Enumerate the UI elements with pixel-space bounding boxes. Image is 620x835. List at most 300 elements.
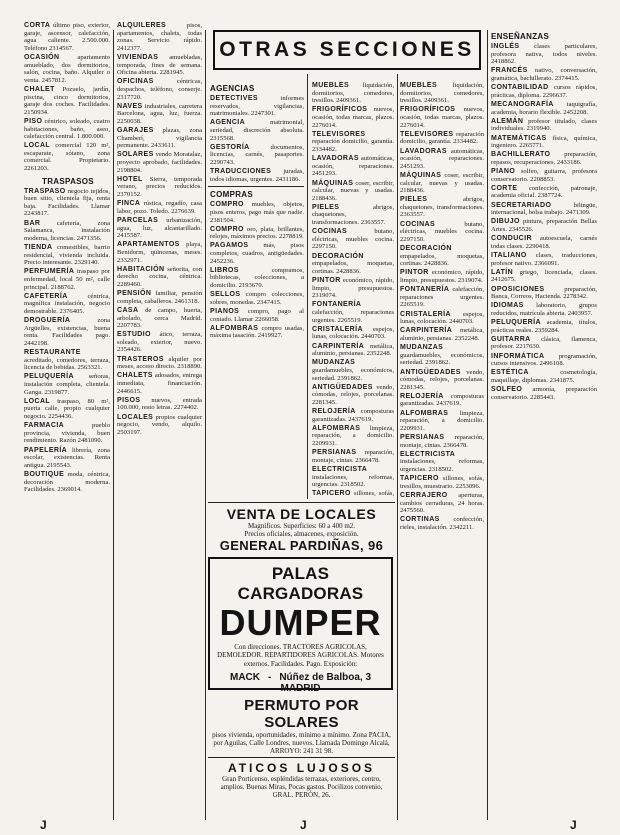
- ad-keyword: ALEMÁN: [491, 117, 524, 125]
- ad-keyword: INFORMÁTICA: [491, 352, 545, 360]
- classified-ad: [310, 180, 396, 203]
- ad-text: composturas garantizadas. 2437619.: [400, 392, 484, 408]
- classified-ad: [489, 202, 599, 217]
- classified-ad: [115, 397, 204, 412]
- ad-text: apartamento amueblado, dos dormitorios, salón, cocina, baño. Alquiler o venta. 2457812.: [24, 53, 110, 84]
- column-rule: [487, 30, 488, 820]
- ad-keyword: MÁQUINAS: [400, 171, 442, 179]
- classified-ad: [208, 119, 306, 142]
- ad-keyword: COCINAS: [400, 220, 436, 228]
- ad-text: butano, eléctricas, muebles cocina. 2297150.: [312, 228, 394, 251]
- ad-text: programación, cursos intensivos. 2496108.: [491, 352, 597, 368]
- ad-text: bilingüe, internacional, bolsa trabajo. 2471309.: [491, 201, 597, 217]
- classified-ad: [489, 319, 599, 334]
- ad-text: aperturas, cambios cerraduras, 24 horas. 2475560.: [400, 491, 484, 515]
- classified-ad: [310, 253, 396, 276]
- ad-text: más, pisos completos, cuadros, antigüedades. 2452236.: [210, 242, 304, 265]
- classified-ad: [115, 200, 204, 215]
- ad-text: laboratorio, grupos reducidos, matrícula abierta. 2403957.: [491, 302, 597, 317]
- classified-ad: [489, 302, 599, 317]
- ad-text: último piso, exterior, garaje, ascensor, calefacción, agua caliente. 2.500.000. Teléfono 2314567.: [24, 22, 110, 52]
- classified-ad: [208, 308, 306, 323]
- ad-text: vendo, cómodas, relojes, porcelanas. 2281345.: [312, 383, 394, 406]
- ad-text: céntrico, soleado, cuatro habitaciones, baño, aseo, calefacción central. 1.800.000.: [24, 117, 110, 141]
- classified-ad: [22, 142, 112, 172]
- ad-text: espejos, lunas, colocación. 2440703.: [400, 310, 484, 326]
- ad-text: coser, escribir, calcular, nuevas y usadas. 2188436.: [400, 171, 484, 195]
- ad-text: abrigos, chaquetones, transformaciones. 2363557.: [400, 196, 484, 219]
- ad-text: reparación domicilio, garantía. 2334482.: [312, 138, 394, 153]
- classified-ad: [489, 168, 599, 183]
- ad-keyword: DETECTIVES: [210, 95, 258, 102]
- ad-text: clases particulares, profesora nativa, todos niveles. 2418862.: [491, 43, 597, 66]
- classified-ad: [208, 168, 306, 183]
- ad-text: butano, eléctricas, muebles cocina. 2297150.: [400, 220, 484, 243]
- classified-ad: [489, 151, 599, 166]
- ad-keyword: TRADUCCIONES: [210, 168, 272, 176]
- palas-brand: MACK: [229, 672, 260, 684]
- classified-ad: [115, 127, 204, 150]
- ad-keyword: PAGAMOS: [210, 242, 249, 250]
- classified-ad: [398, 286, 486, 309]
- ad-text: Pozuelo, jardín, piscina, cinco dormitorios, garaje dos coches. Facilidades. 2150934.: [24, 85, 110, 116]
- ad-keyword: OPOSICIONES: [491, 285, 545, 293]
- ad-keyword: DECORACIÓN: [312, 252, 364, 260]
- classified-ad: [22, 118, 112, 141]
- ad-keyword: TELEVISORES: [312, 130, 366, 138]
- ad-keyword: DIBUJO: [491, 218, 520, 226]
- ad-keyword: PARCELAS: [117, 217, 159, 224]
- classified-ad: [310, 326, 396, 341]
- ad-text: pueblo provincia, vivienda, buen rendimiento. Razón 2481090.: [24, 422, 110, 445]
- ad-text: juradas, todos idiomas, urgentes. 2431186.: [210, 168, 304, 183]
- ad-keyword: ALFOMBRAS: [210, 324, 259, 332]
- classified-ad: [310, 425, 396, 448]
- ad-text: preparación, Banca, Correos, Hacienda. 2278342.: [491, 285, 597, 301]
- classified-ad: [22, 471, 112, 494]
- ad-keyword: ESTUDIO: [117, 331, 151, 339]
- ad-text: empapelados, moquetas, cortinas. 2428836.: [312, 260, 394, 275]
- classified-ad: [115, 217, 204, 240]
- ad-keyword: HOTEL: [117, 175, 143, 183]
- classified-ad: [310, 466, 396, 489]
- ad-keyword: MUEBLES: [312, 82, 350, 89]
- ad-text: acreditado, comedores, terraza, licencia de bebidas. 2563321.: [24, 356, 110, 372]
- ad-keyword: MUEBLES: [400, 82, 438, 89]
- ad-text: preparación, repasos, recuperaciones. 2433186.: [491, 151, 597, 166]
- classified-ad: [115, 290, 204, 305]
- column-2: [115, 22, 204, 822]
- ad-text: señoras, instalación completa, clientela. Ganga. 2319877.: [24, 373, 110, 396]
- ad-text: liquidación, dormitorios, comedores, tresillos. 2409361.: [400, 82, 484, 105]
- ad-keyword: CONTABILIDAD: [491, 84, 549, 92]
- aticos-title: ATICOS LUJOSOS: [227, 761, 376, 775]
- ad-keyword: OFICINAS: [117, 78, 154, 86]
- classified-ad: [115, 414, 204, 437]
- ad-keyword: LATÍN: [491, 268, 514, 276]
- column-5: [489, 30, 599, 820]
- ad-text: señorita, con derecho cocina, céntrica. 2289460.: [117, 265, 202, 288]
- ad-text: plazas, zona Chamberí, vigilancia permanente. 2433611.: [117, 127, 202, 150]
- ad-keyword: DECORACIÓN: [400, 245, 452, 253]
- classified-ad: [398, 344, 486, 367]
- ad-keyword: RESTAURANTE: [24, 349, 81, 357]
- classified-ad: [115, 266, 204, 289]
- palas-address: Núñez de Balboa, 3: [279, 672, 372, 684]
- ad-text: Sierra, temporada verano, precios reducidos. 2370152.: [117, 175, 202, 199]
- ad-keyword: ESTÉTICA: [491, 369, 529, 377]
- ad-text: económico, rápido, limpio, presupuestos. 2319074.: [312, 277, 394, 300]
- ad-text: automáticas, ocasión, reparaciones. 2451293.: [400, 147, 484, 170]
- ad-keyword: LOCAL: [24, 397, 51, 405]
- ad-keyword: FONTANERÍA: [400, 286, 450, 294]
- column-4: [310, 82, 396, 497]
- classified-ad: [398, 434, 486, 449]
- ad-text: compro colecciones, sobres, monedas. 2347415.: [210, 291, 304, 306]
- classified-ad: [310, 131, 396, 154]
- classified-ad: [208, 242, 306, 265]
- classified-ad: [489, 353, 599, 368]
- ad-text: vendo, cómodas, relojes, porcelanas. 2281345.: [400, 368, 484, 391]
- ad-text: zona Argüelles, existencias, buena renta. Facilidades pago. 2442198.: [24, 317, 110, 347]
- classified-ad: [208, 201, 306, 224]
- ad-text: compro, pago al contado. Llamar 2266058.: [210, 308, 304, 323]
- classified-ad: [115, 331, 204, 354]
- classified-ad: [489, 43, 599, 66]
- ad-keyword: LAVADORAS: [400, 147, 447, 155]
- ad-keyword: AGENCIA: [210, 119, 246, 127]
- ad-text: confección, rieles, instalación. 2342211.: [400, 516, 484, 531]
- ad-keyword: SOLFEO: [491, 386, 523, 394]
- classified-ad: [22, 268, 112, 291]
- ad-text: automáticas, ocasión, reparaciones. 2451293.: [312, 155, 394, 178]
- column-1: [22, 22, 112, 822]
- sections-title: OTRAS SECCIONES: [219, 38, 475, 61]
- ad-keyword: TRASPASO: [24, 187, 66, 195]
- ad-keyword: VIVIENDAS: [117, 53, 159, 61]
- classified-ad: [398, 245, 486, 268]
- classified-ad: [310, 277, 396, 300]
- palas-title: PALAS CARGADORAS: [237, 564, 364, 603]
- ad-text: adosados, entrega inmediata, financiación. 2446615.: [117, 372, 202, 395]
- footer-mark: J: [40, 818, 47, 832]
- ad-text: negocio tejidos, buen sitio, clientela fija, renta baja. Facilidades. Llamar 2243817.: [24, 187, 110, 218]
- ad-keyword: LAVADORAS: [312, 155, 359, 163]
- ad-keyword: PISO: [24, 117, 43, 125]
- ad-text: instalaciones, reformas, urgencias. 2318502.: [312, 473, 394, 489]
- venta-address: GENERAL PARDIÑAS, 96: [219, 538, 384, 553]
- ad-text: sillones, sofás,: [353, 490, 394, 497]
- ad-text: confección, patronaje, academia oficial. 2387724.: [491, 184, 597, 200]
- ad-keyword: PIELES: [312, 203, 340, 211]
- ad-keyword: ALFOMBRAS: [312, 424, 361, 432]
- ad-text: urbanización, agua, luz, alcantarillado. 2415587.: [117, 217, 202, 240]
- ad-keyword: PENSIÓN: [117, 290, 152, 298]
- ad-keyword: COMPRO: [210, 201, 244, 209]
- ad-keyword: CARPINTERÍA: [400, 327, 453, 335]
- ad-keyword: CAFETERÍA: [24, 292, 68, 300]
- ad-keyword: PELUQUERÍA: [24, 373, 74, 381]
- classified-ad: [310, 449, 396, 464]
- ad-text: muebles, objetos, pisos enteros, pago más que nadie. 2381504.: [210, 201, 304, 224]
- column-rule: [205, 30, 206, 820]
- ad-keyword: FONTANERÍA: [312, 301, 362, 309]
- classified-ad: [115, 103, 204, 126]
- ad-text: instalaciones, reformas, urgencias. 2318502.: [400, 458, 484, 473]
- classified-ad: [489, 84, 599, 99]
- ad-keyword: SOLARES: [117, 151, 154, 159]
- ad-text: liquidación, dormitorios, comedores, tresillos. 2409361.: [312, 82, 394, 105]
- classified-ad: [489, 101, 599, 116]
- ad-text: ático, terraza, soleado, exterior, nuevo. 2354426.: [117, 331, 202, 354]
- ad-text: documentos, licencias, carnés, pasaportes. 2290743.: [210, 143, 304, 166]
- classified-ad: [489, 185, 599, 200]
- ad-text: calefacción, reparaciones urgentes. 2265519.: [312, 308, 394, 324]
- ad-text: nativo, conversación, gramática, bachillerato. 2374415.: [491, 67, 597, 82]
- ad-text: vendo Moratalaz, proyecto aprobado, facilidades. 2198804.: [117, 151, 202, 174]
- ad-text: coser, escribir, calcular, nuevas y usadas. 2188436.: [312, 179, 394, 202]
- ad-text: oro, plata, brillantes, relojes, máximos precios. 2278819.: [210, 225, 304, 241]
- ad-keyword: TAPICERO: [312, 490, 351, 497]
- ad-keyword: NAVES: [117, 102, 143, 110]
- section-heading-compras: COMPRAS: [210, 190, 253, 200]
- section-heading-traspasos: TRASPASOS: [42, 176, 94, 186]
- ad-text: nuevos, entrada 100.000, resto letras. 2274402.: [117, 396, 202, 412]
- venta-locales-ad: [208, 502, 395, 552]
- ad-keyword: SELLOS: [210, 291, 241, 299]
- ad-keyword: PINTOR: [400, 269, 429, 277]
- ad-keyword: TIENDA: [24, 244, 53, 251]
- classified-ad: [398, 327, 486, 342]
- classified-ad: [22, 188, 112, 218]
- classified-ad: [115, 22, 204, 52]
- ad-text: cursos rápidos, prácticas, diploma. 2296637.: [491, 84, 597, 99]
- ad-keyword: COMPRO: [210, 225, 244, 233]
- ad-keyword: CHALETS: [117, 372, 153, 380]
- classified-ad: [115, 78, 204, 101]
- classified-ad: [115, 241, 204, 264]
- ad-text: traspaso, 80 m², puerta calle, propio cualquier negocio. 2254436.: [24, 397, 110, 421]
- ad-text: traspaso por enfermedad, local 50 m², calle principal. 2188762.: [24, 268, 110, 291]
- ad-keyword: FARMACIA: [24, 422, 65, 430]
- ad-text: familiar, pensión completa, caballeros. 2461318.: [117, 290, 202, 305]
- ad-text: reparación, montaje, cintas. 2366478.: [400, 434, 484, 449]
- ad-text: empapelados, moquetas, cortinas. 2428836.: [400, 252, 484, 268]
- classified-ad: [22, 447, 112, 470]
- ad-text: pintura, preparación Bellas Artes. 2345526.: [491, 218, 597, 233]
- ad-text: céntricas, despachos, teléfono, conserje. 2317720.: [117, 78, 202, 101]
- column-rule: [307, 74, 308, 499]
- classified-ad: [489, 67, 599, 82]
- ad-text: guardamuebles, económicos, seriedad. 2391862.: [400, 351, 484, 367]
- ad-text: nuevos, ocasión, todas marcas, plazos. 2276014.: [312, 106, 394, 129]
- permuto-title: PERMUTO POR SOLARES: [244, 697, 359, 731]
- ad-text: rústica, regadío, casa labor, pozo. Toledo. 2276639.: [117, 200, 202, 215]
- ad-keyword: MUDANZAS: [312, 359, 356, 367]
- ad-text: comestibles, barrio residencial, vivienda incluida. Precio interesante. 2329140.: [24, 244, 110, 267]
- ad-keyword: CORTINAS: [400, 516, 440, 524]
- ad-keyword: LOCAL: [24, 142, 51, 150]
- ad-keyword: CORTE: [491, 184, 518, 192]
- ad-keyword: ELECTRICISTA: [312, 466, 368, 473]
- classified-ad: [208, 291, 306, 306]
- sections-header: [213, 30, 481, 70]
- ad-text: taquigrafía, academia, horario flexible. 2452208.: [491, 100, 597, 116]
- ad-text: moda, céntrica, decoración moderna. Facilidades. 2369014.: [24, 470, 110, 494]
- classified-ad: [398, 475, 486, 490]
- ad-text: informes reservados, vigilancias, matrimoniales. 2247301.: [210, 95, 304, 118]
- ad-keyword: CERRAJERO: [400, 491, 448, 499]
- ad-keyword: PIANO: [491, 168, 516, 176]
- ad-keyword: GESTORÍA: [210, 143, 250, 151]
- classified-ad: [22, 54, 112, 84]
- ad-keyword: GUITARRA: [491, 335, 531, 343]
- ad-text: económico, rápido, limpio, presupuestos. 2319074.: [400, 269, 484, 284]
- ad-keyword: ITALIANO: [491, 251, 527, 259]
- classified-ad: [398, 311, 486, 326]
- ad-text: sillones, sofás, tresillos, muestrario. 2253096.: [400, 475, 484, 490]
- ad-text: abrigos, chaquetones, transformaciones. 2363557.: [312, 203, 394, 227]
- classified-ad: [310, 359, 396, 382]
- ad-keyword: ANTIGÜEDADES: [312, 383, 373, 391]
- ad-text: propios cualquier negocio, vendo, alquilo. 2503197.: [117, 413, 202, 436]
- classified-ad: [22, 86, 112, 116]
- ad-text: de campo, huerta, arbolado, cerca Madrid. 2207783.: [117, 306, 202, 330]
- classified-ad: [208, 267, 306, 290]
- classified-ad: [398, 196, 486, 219]
- palas-city: MADRID: [280, 683, 321, 695]
- palas-body: Con direcciones. TRACTORES AGRICOLAS, DEMOLEDOR. REPARTIDORES AGRICOLAS. Motores externos. Facilidades. Pago. Exposición:: [217, 643, 384, 668]
- ad-keyword: TRASTEROS: [117, 355, 164, 363]
- ad-keyword: COCINAS: [312, 228, 348, 236]
- palas-big: DUMPER: [219, 602, 382, 643]
- ad-text: comercial 120 m², escaparate, sótano, zona comercial. Propietario. 2261203.: [24, 142, 111, 173]
- ad-text: limpieza, reparación, a domicilio. 2209931.: [400, 409, 484, 432]
- ad-text: metálica, aluminio, persianas. 2352248.: [312, 342, 394, 358]
- ad-keyword: CASA: [117, 306, 139, 314]
- classified-ad: [398, 410, 486, 433]
- ad-keyword: CRISTALERÍA: [312, 325, 363, 333]
- ad-keyword: IDIOMAS: [491, 302, 524, 310]
- classified-ad: [22, 293, 112, 316]
- ad-keyword: PERSIANAS: [312, 449, 357, 457]
- ad-text: compro usadas, máxima tasación. 2419927.: [210, 324, 304, 340]
- ad-keyword: FRANCÉS: [491, 67, 528, 75]
- ad-keyword: PIELES: [400, 196, 428, 204]
- ad-keyword: PIANOS: [210, 308, 240, 315]
- classified-ad: [310, 490, 396, 497]
- ad-text: matrimonial, seriedad, discreción absoluta. 2315568.: [210, 119, 304, 142]
- classified-ad: [208, 325, 306, 340]
- ad-keyword: BACHILLERATO: [491, 151, 551, 159]
- ad-keyword: ELECTRICISTA: [400, 450, 456, 458]
- classified-ad: [115, 151, 204, 174]
- column-4-lower: [398, 82, 486, 817]
- ad-keyword: INGLÉS: [491, 43, 520, 50]
- classified-ad: [489, 235, 599, 250]
- ad-keyword: TAPICERO: [400, 475, 439, 483]
- classified-ad: [22, 398, 112, 421]
- ad-text: academia, títulos, prácticas reales. 2359284.: [491, 319, 597, 334]
- classified-ad: [489, 252, 599, 267]
- classified-ad: [115, 307, 204, 330]
- classified-ad: [22, 422, 112, 445]
- ad-text: guardamuebles, económicos, seriedad. 2391862.: [312, 366, 394, 382]
- classified-ad: [398, 82, 486, 105]
- classified-ad: [489, 218, 599, 233]
- permuto-solares-ad: [208, 697, 395, 753]
- classified-ad: [489, 369, 599, 384]
- section-heading-agencias: AGENCIAS: [210, 84, 255, 93]
- ad-text: reparación, montaje, cintas. 2366478.: [312, 449, 394, 464]
- classified-ad: [398, 451, 486, 474]
- ad-text: clases, traducciones, profesor nativo. 2366091.: [491, 251, 597, 267]
- ad-text: amuebladas, temporada, fines de semana. Oficina abierta. 2281945.: [117, 53, 202, 77]
- ad-keyword: PAPELERÍA: [24, 446, 68, 454]
- classified-ad: [310, 408, 396, 423]
- ad-text: céntrica, magnífica instalación, negocio demostrable. 2376405.: [24, 292, 110, 315]
- ad-keyword: HABITACIÓN: [117, 265, 165, 273]
- ad-keyword: FRIGORÍFICOS: [400, 106, 456, 114]
- ad-keyword: PINTOR: [312, 277, 341, 284]
- ad-keyword: MUDANZAS: [400, 344, 444, 352]
- ad-text: playa, Benidorm, quincenas, meses. 2332971.: [117, 241, 202, 264]
- ad-keyword: APARTAMENTOS: [117, 241, 180, 249]
- ad-text: reparación domicilio, garantía. 2334482.: [400, 130, 484, 146]
- aticos-body: Gran Porticenso, espléndidas terrazas, exteriores, centro, amplios. Buenas Miras, Pocas gastos. Pocilizos convenio, GRAL. PERÓN, 26.: [220, 775, 383, 800]
- classified-ad: [398, 148, 486, 171]
- classified-ad: [22, 22, 112, 52]
- classified-ad: [310, 106, 396, 129]
- classified-ad: [489, 336, 599, 351]
- ad-keyword: LIBROS: [210, 266, 239, 274]
- ad-text: calefacción, reparaciones urgentes. 2265519.: [400, 286, 484, 309]
- classified-ad: [398, 172, 486, 195]
- ad-text: autoescuela, carnés todas clases. 2290418.: [491, 235, 597, 250]
- classified-ad: [489, 286, 599, 301]
- ad-keyword: CHALET: [24, 85, 55, 93]
- ad-text: solfeo, guitarra, profesora conservatorio. 2208853.: [491, 168, 597, 183]
- ad-text: física, química, ingeniero. 2265771.: [491, 134, 597, 150]
- classified-ad: [115, 54, 204, 77]
- classified-ad: [310, 343, 396, 358]
- classified-ad: [398, 369, 486, 392]
- classified-ad: [208, 95, 306, 118]
- footer-mark: J: [570, 818, 577, 832]
- classified-ad: [489, 135, 599, 150]
- ad-text: compramos, bibliotecas, colecciones, a domicilio. 2193670.: [210, 266, 304, 290]
- ad-text: pisos, apartamentos, chalets, todas zonas. Servicio rápido. 2412377.: [117, 22, 202, 52]
- classified-ad: [310, 384, 396, 407]
- ad-text: industriales, carretera Barcelona, agua, luz, fuerza. 2250038.: [117, 102, 202, 125]
- classified-ad: [22, 317, 112, 347]
- ad-keyword: OCASIÓN: [24, 53, 60, 61]
- ad-keyword: FRIGORÍFICOS: [312, 106, 368, 114]
- ad-keyword: CONDUCIR: [491, 235, 532, 243]
- ad-text: cafetería, zona Salamanca, instalación moderna, licencias. 2471356.: [24, 219, 110, 242]
- footer-marks: [0, 818, 620, 834]
- ad-text: griego, licenciada, clases. 2412675.: [491, 268, 597, 284]
- ad-text: librería, zona escolar, existencias. Renta antigua. 2195543.: [24, 446, 110, 469]
- ad-keyword: LOCALES: [117, 413, 154, 421]
- classified-ad: [398, 131, 486, 146]
- ad-keyword: BAR: [24, 219, 41, 227]
- classified-ad: [310, 301, 396, 324]
- classified-ad: [208, 144, 306, 167]
- column-rule: [113, 30, 114, 820]
- classified-ad: [208, 226, 306, 241]
- classified-ad: [22, 244, 112, 267]
